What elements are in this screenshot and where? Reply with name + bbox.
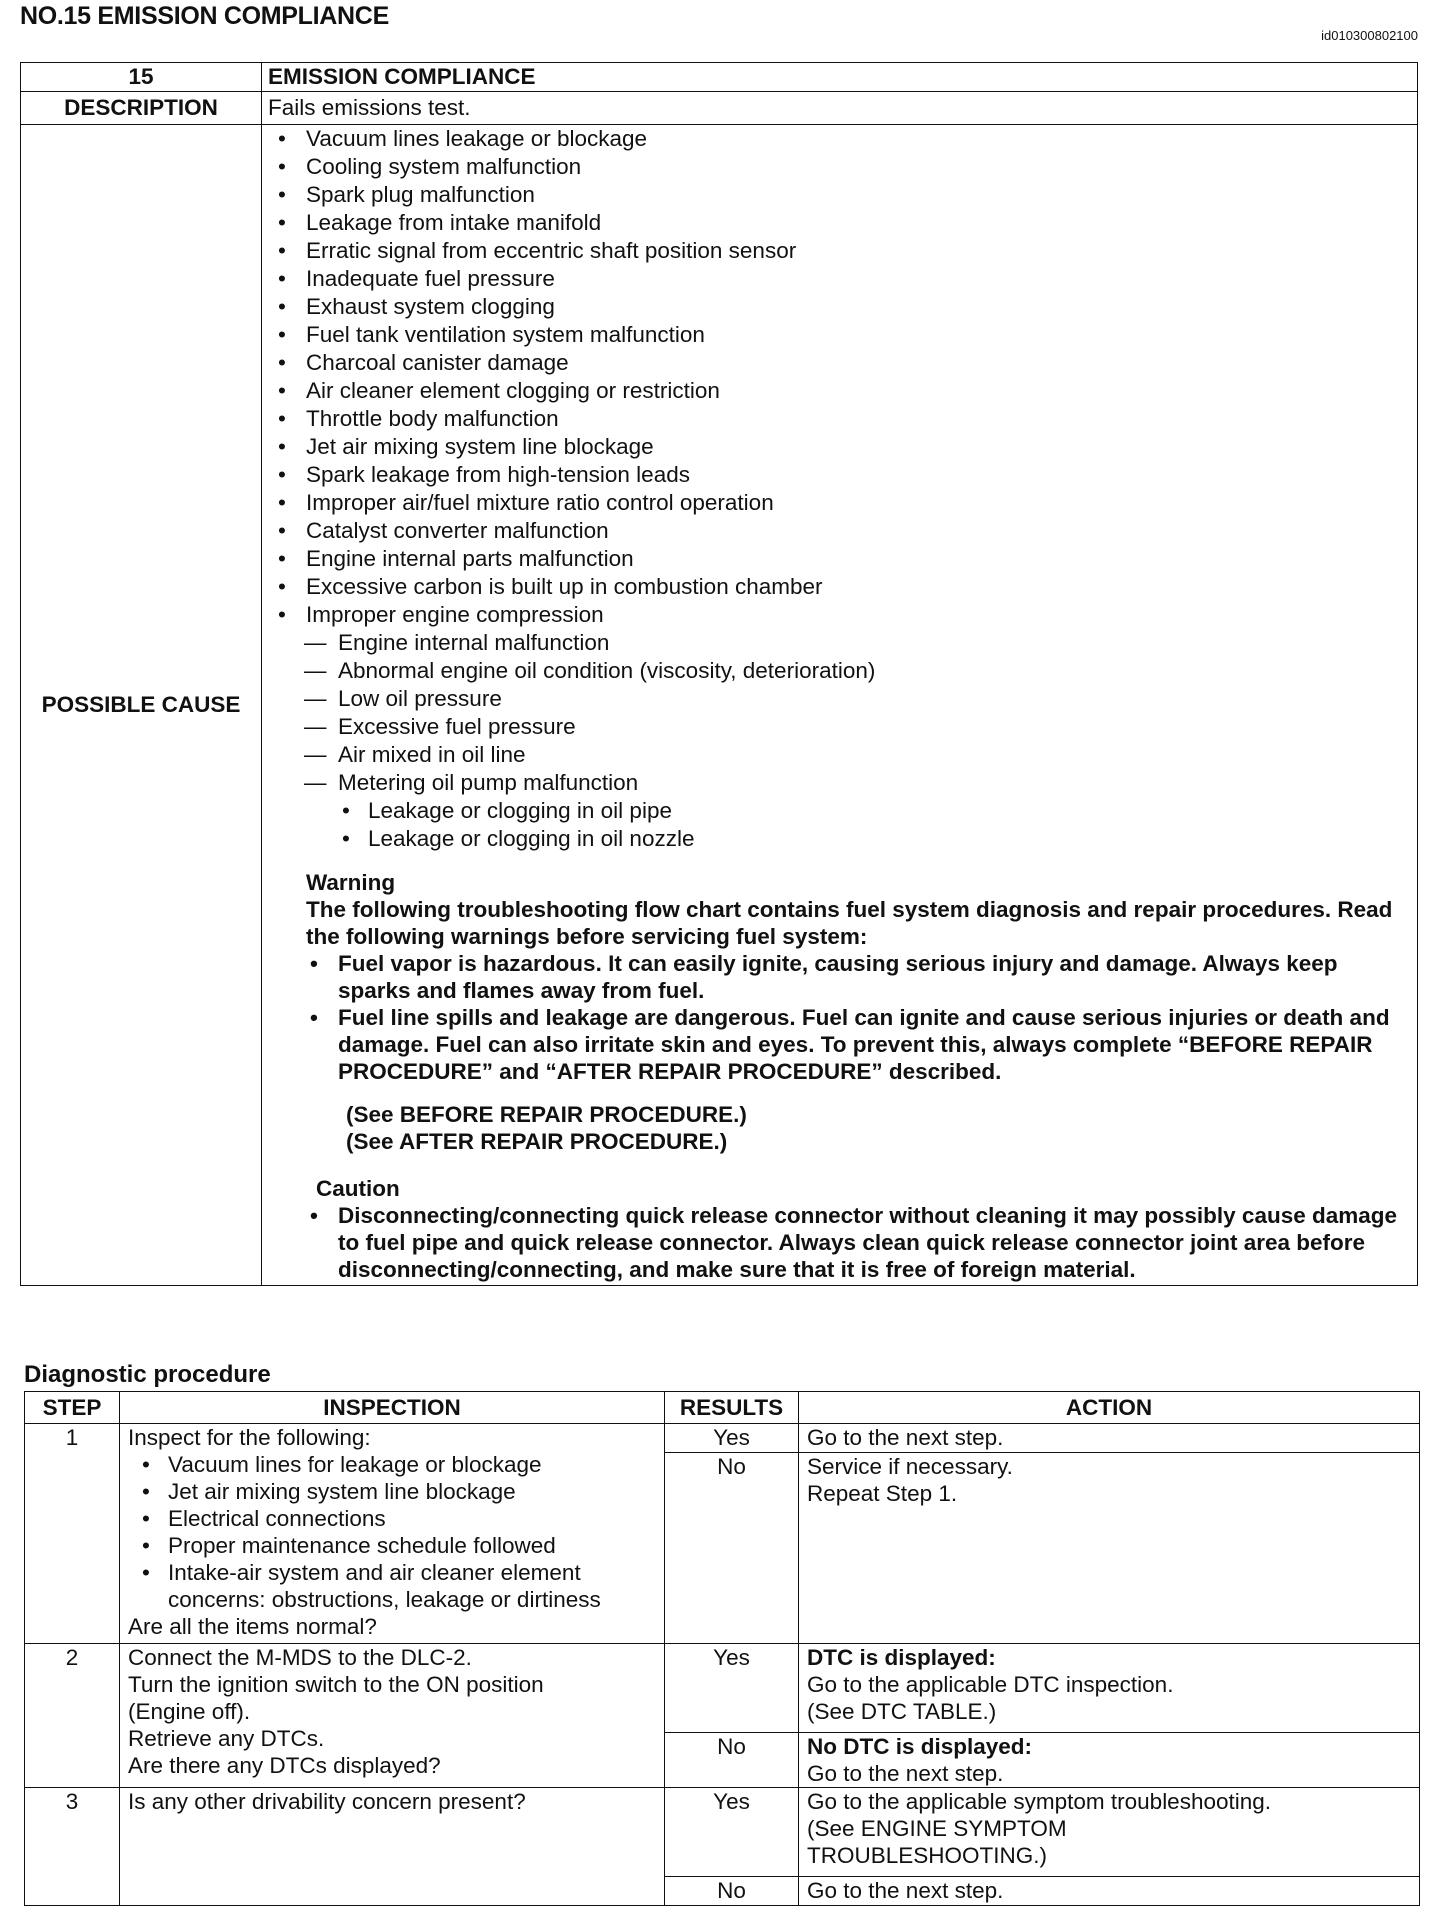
result-no: No	[665, 1877, 799, 1906]
see-before-repair	[346, 1101, 1409, 1128]
table-row	[25, 1788, 1420, 1877]
step-number: 1	[25, 1424, 120, 1644]
oil-pump-cause-list	[274, 797, 1409, 853]
list-item-text: Engine internal malfunction	[338, 630, 610, 655]
list-item	[306, 741, 1409, 769]
inspection-line: Connect the M-MDS to the DLC-2.	[128, 1645, 472, 1670]
result-yes: Yes	[665, 1788, 799, 1877]
action-line: TROUBLESHOOTING.)	[807, 1843, 1048, 1868]
action-line: Go to the next step.	[807, 1761, 1004, 1786]
inspection-line: Are there any DTCs displayed?	[128, 1753, 441, 1778]
list-item: • Catalyst converter malfunction	[306, 517, 1409, 545]
list-item: • Jet air mixing system line blockage	[306, 433, 1409, 461]
inspection-question: Are all the items normal?	[128, 1614, 377, 1639]
action-yes	[799, 1788, 1420, 1877]
list-item: • Intake-air system and air cleaner element concerns: obstructions, leakage or dirtiness	[168, 1559, 656, 1613]
list-item: • Leakage or clogging in oil nozzle	[368, 825, 1409, 853]
see-prefix: (See	[346, 1129, 394, 1154]
list-item	[306, 769, 1409, 797]
table-row	[21, 63, 1418, 92]
list-item: • Air cleaner element clogging or restriction	[306, 377, 1409, 405]
list-item	[306, 629, 1409, 657]
action-yes: Go to the next step.	[799, 1424, 1420, 1453]
inspection-line: Retrieve any DTCs.	[128, 1726, 325, 1751]
action-line: Go to the applicable symptom troubleshooting.	[807, 1789, 1272, 1814]
result-yes: Yes	[665, 1644, 799, 1733]
list-item	[306, 713, 1409, 741]
action-line: Go to the applicable DTC inspection.	[807, 1672, 1174, 1697]
list-item: • Inadequate fuel pressure	[306, 265, 1409, 293]
list-item: • Vacuum lines for leakage or blockage	[168, 1451, 656, 1478]
list-item: • Fuel line spills and leakage are dangerous. Fuel can ignite and cause serious injuries or death and damage. Fuel can also irritate skin and eyes. To prevent this, always complete “BEFORE REPAIR PROCEDURE” and “AFTER REPAIR PROCEDURE” described.	[338, 1004, 1409, 1085]
document-id: id010300802100	[1321, 28, 1418, 43]
compression-cause-list	[274, 629, 1409, 797]
list-item-text: Air mixed in oil line	[338, 742, 526, 767]
list-item: • Improper air/fuel mixture ratio control operation	[306, 489, 1409, 517]
cause-list	[274, 125, 1409, 629]
action-heading: DTC is displayed:	[807, 1645, 996, 1670]
diagnostic-table	[24, 1391, 1420, 1906]
list-item: • Excessive carbon is built up in combustion chamber	[306, 573, 1409, 601]
see-after-repair	[346, 1128, 1409, 1155]
list-item: • Fuel tank ventilation system malfunction	[306, 321, 1409, 349]
list-item: • Engine internal parts malfunction	[306, 545, 1409, 573]
list-item: • Proper maintenance schedule followed	[168, 1532, 656, 1559]
list-item-text: Excessive fuel pressure	[338, 714, 576, 739]
warning-intro: The following troubleshooting flow chart contains fuel system diagnosis and repair procedures. Read the following warnings before servicing fuel system:	[306, 897, 1393, 949]
result-no: No	[665, 1733, 799, 1788]
see-prefix: (See	[346, 1102, 394, 1127]
inspection-line: (Engine off).	[128, 1699, 251, 1724]
page-title: NO.15 EMISSION COMPLIANCE	[20, 2, 389, 30]
see-references	[346, 1101, 1409, 1155]
list-item: • Throttle body malfunction	[306, 405, 1409, 433]
list-item: • Exhaust system clogging	[306, 293, 1409, 321]
table-row	[25, 1644, 1420, 1733]
list-item-text: Abnormal engine oil condition (viscosity, deterioration)	[338, 658, 876, 683]
table-row	[21, 92, 1418, 125]
inspection-cell	[120, 1424, 665, 1644]
action-heading: No DTC is displayed:	[807, 1734, 1033, 1759]
list-item-text: Low oil pressure	[338, 686, 502, 711]
column-header-inspection: INSPECTION	[120, 1392, 665, 1424]
action-line: Service if necessary.	[807, 1454, 1013, 1479]
inspection-cell	[120, 1644, 665, 1788]
column-header-action: ACTION	[799, 1392, 1420, 1424]
inspection-line: Turn the ignition switch to the ON position	[128, 1672, 544, 1697]
list-item: • Erratic signal from eccentric shaft position sensor	[306, 237, 1409, 265]
caution-list	[306, 1202, 1409, 1283]
before-repair-link[interactable]: BEFORE REPAIR PROCEDURE.)	[399, 1102, 747, 1127]
list-item: • Cooling system malfunction	[306, 153, 1409, 181]
table-row	[25, 1424, 1420, 1453]
symptom-name: EMISSION COMPLIANCE	[262, 63, 1418, 92]
warning-list	[306, 950, 1409, 1085]
step-number: 2	[25, 1644, 120, 1788]
list-item: • Leakage or clogging in oil pipe	[368, 797, 1409, 825]
step-number: 3	[25, 1788, 120, 1906]
description-label: DESCRIPTION	[21, 92, 262, 125]
list-item	[306, 657, 1409, 685]
result-no: No	[665, 1453, 799, 1644]
list-item: • Disconnecting/connecting quick release connector without cleaning it may possibly cause damage to fuel pipe and quick release connector. Always clean quick release connector joint area before disconnecting/connecting, and make sure that it is free of foreign material.	[338, 1202, 1409, 1283]
inspection-cell: Is any other drivability concern present?	[120, 1788, 665, 1906]
column-header-step: STEP	[25, 1392, 120, 1424]
list-item: • Spark leakage from high-tension leads	[306, 461, 1409, 489]
possible-cause-content	[262, 125, 1418, 1286]
table-row	[21, 125, 1418, 1286]
symptom-summary-table	[20, 62, 1418, 1286]
result-yes: Yes	[665, 1424, 799, 1453]
list-item: • Electrical connections	[168, 1505, 656, 1532]
list-item: • Vacuum lines leakage or blockage	[306, 125, 1409, 153]
inspection-intro: Inspect for the following:	[128, 1425, 371, 1450]
after-repair-link[interactable]: AFTER REPAIR PROCEDURE.)	[398, 1129, 728, 1154]
dtc-table-link[interactable]: (See DTC TABLE.)	[807, 1699, 997, 1724]
diagnostic-procedure-title: Diagnostic procedure	[24, 1361, 271, 1388]
list-item: • Spark plug malfunction	[306, 181, 1409, 209]
description-text: Fails emissions test.	[262, 92, 1418, 125]
symptom-number: 15	[21, 63, 262, 92]
list-item: • Fuel vapor is hazardous. It can easily ignite, causing serious injury and damage. Always keep sparks and flames away from fuel.	[338, 950, 1409, 1004]
list-item: • Charcoal canister damage	[306, 349, 1409, 377]
column-header-results: RESULTS	[665, 1392, 799, 1424]
symptom-troubleshooting-link[interactable]: (See ENGINE SYMPTOM	[807, 1816, 1067, 1841]
caution-title: Caution	[316, 1176, 400, 1201]
action-no: Go to the next step.	[799, 1877, 1420, 1906]
list-item-text: Metering oil pump malfunction	[338, 770, 639, 795]
list-item: • Leakage from intake manifold	[306, 209, 1409, 237]
list-item: • Improper engine compression	[306, 601, 1409, 629]
action-no	[799, 1453, 1420, 1644]
inspection-list	[128, 1451, 656, 1613]
action-yes	[799, 1644, 1420, 1733]
list-item	[306, 685, 1409, 713]
action-line: Repeat Step 1.	[807, 1481, 958, 1506]
action-no	[799, 1733, 1420, 1788]
warning-block	[306, 869, 1409, 1283]
list-item: • Jet air mixing system line blockage	[168, 1478, 656, 1505]
possible-cause-label: POSSIBLE CAUSE	[21, 125, 262, 1286]
table-header-row	[25, 1392, 1420, 1424]
warning-title: Warning	[306, 870, 396, 895]
